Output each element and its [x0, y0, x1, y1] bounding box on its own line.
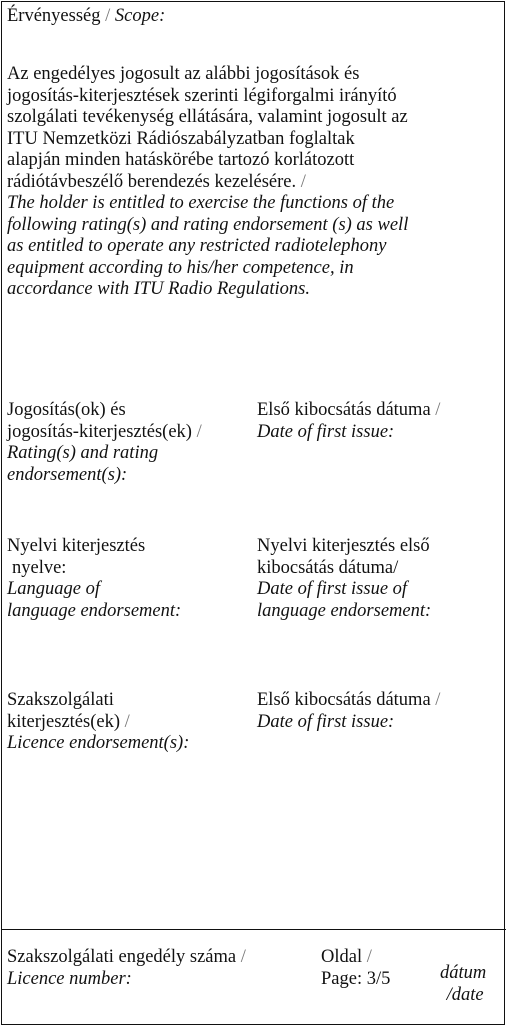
scope-hu-line: Az engedélyes jogosult az alábbi jogosítások és — [7, 64, 360, 84]
scope-en-line: as entitled to operate any restricted radiotelephony — [7, 236, 387, 256]
scope-heading-hu: Érvényesség — [7, 6, 101, 26]
licence-endorsement-date-en: Date of first issue: — [257, 711, 395, 732]
licence-number-label — [7, 947, 246, 990]
ratings-label-en-1: Rating(s) and rating — [7, 443, 159, 463]
licence-endorsement-sep: / — [124, 711, 130, 732]
licence-number-en: Licence number: — [7, 968, 132, 989]
language-date-en-2: language endorsement: — [257, 600, 432, 621]
footer-divider — [1, 929, 506, 930]
page-number-hu: Oldal — [321, 947, 363, 967]
scope-en-line: The holder is entitled to exercise the functions of the — [7, 193, 395, 213]
page-number-sep: / — [366, 947, 372, 967]
licence-endorsement-date-sep: / — [435, 690, 441, 710]
page-number-en: Page: 3/5 — [321, 968, 391, 989]
ratings-date-label — [257, 400, 440, 443]
scope-hu-sep: / — [300, 171, 306, 192]
scope-en-line: following rating(s) and rating endorsement (s) as well — [7, 214, 409, 235]
licence-endorsement-label — [7, 690, 189, 755]
ratings-date-en: Date of first issue: — [257, 421, 395, 442]
scope-hu-line: ITU Nemzetközi Rádiószabályzatban foglaltak — [7, 128, 355, 149]
scope-hu-line: jogosítás-kiterjesztések szerinti légiforgalmi irányító — [7, 85, 397, 106]
language-date-en-1: Date of first issue of — [257, 579, 408, 599]
language-label-hu-2: nyelve: — [12, 557, 67, 578]
scope-hu-line: rádiótávbeszélő berendezés kezelésére. — [7, 171, 297, 192]
licence-endorsement-date-label — [257, 690, 440, 733]
page-number-label — [321, 947, 390, 990]
scope-heading — [7, 6, 165, 28]
scope-text-hu — [7, 64, 408, 193]
language-date-hu-1: Nyelvi kiterjesztés első — [257, 536, 430, 556]
ratings-label — [7, 400, 202, 486]
language-label — [7, 536, 181, 622]
licence-number-hu: Szakszolgálati engedély száma — [7, 947, 237, 967]
ratings-label-sep: / — [196, 421, 202, 442]
scope-heading-en: Scope: — [114, 6, 166, 26]
date-label — [440, 963, 486, 1006]
ratings-date-sep: / — [435, 400, 441, 420]
scope-en-line: accordance with ITU Radio Regulations. — [7, 279, 310, 299]
language-date-hu-2: kibocsátás dátuma/ — [257, 557, 399, 578]
scope-hu-line: szolgálati tevékenység ellátására, valamint jogosult az — [7, 107, 408, 127]
licence-endorsement-hu-1: Szakszolgálati — [7, 690, 114, 710]
licence-endorsement-date-hu: Első kibocsátás dátuma — [257, 690, 431, 710]
licence-number-sep: / — [240, 947, 246, 967]
date-label-hu: dátum — [440, 963, 487, 983]
language-label-en-1: Language of — [7, 579, 101, 599]
ratings-label-hu-1: Jogosítás(ok) és — [7, 400, 126, 420]
language-label-hu-1: Nyelvi kiterjesztés — [7, 536, 146, 556]
ratings-date-hu: Első kibocsátás dátuma — [257, 400, 431, 420]
ratings-label-hu-2: jogosítás-kiterjesztés(ek) — [7, 421, 192, 442]
licence-endorsement-en: Licence endorsement(s): — [7, 733, 190, 753]
licence-endorsement-hu-2: kiterjesztés(ek) — [7, 711, 120, 732]
ratings-label-en-2: endorsement(s): — [7, 464, 128, 485]
date-label-en: /date — [446, 984, 484, 1005]
scope-heading-sep: / — [105, 6, 111, 26]
language-label-en-2: language endorsement: — [7, 600, 182, 621]
scope-hu-line: alapján minden hatáskörébe tartozó korlátozott — [7, 150, 355, 170]
language-date-label — [257, 536, 431, 622]
scope-en-line: equipment according to his/her competence, in — [7, 257, 354, 278]
scope-text-en — [7, 193, 408, 301]
